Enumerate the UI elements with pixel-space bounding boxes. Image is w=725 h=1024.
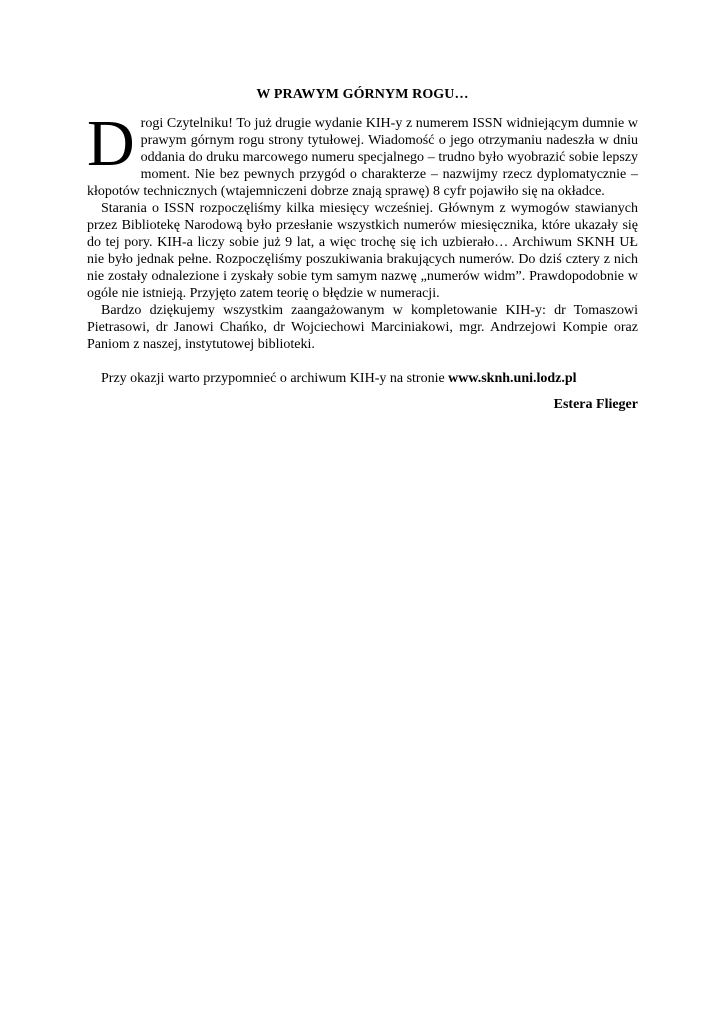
paragraph-issn: Starania o ISSN rozpoczęliśmy kilka miesięcy wcześniej. Głównym z wymogów stawianych przez Bibliotekę Narodową było przesłanie wszystkich numerów miesięcznika, które ukazały się do tej pory. KIH-a liczy sobie już 9 lat, a więc trochę się ich uzbierało… Archiwum SKNH UŁ nie było jednak pełne. Rozpoczęliśmy poszukiwania brakujących numerów. Do dziś cztery z nich nie zostały odnalezione i zyskały sobie tym samym nazwę „numerów widm”. Prawdopodobnie w ogóle nie istnieją. Przyjęto zatem teorię o błędzie w numeracji. bbox=[87, 201, 638, 301]
paragraph-intro bbox=[87, 107, 638, 200]
paragraph-archive bbox=[87, 370, 638, 387]
author-signature: Estera Flieger bbox=[553, 397, 638, 412]
archive-text: Przy okazji warto przypomnieć o archiwum KIH-y na stronie bbox=[101, 371, 449, 386]
drop-cap: D bbox=[87, 107, 135, 180]
paragraph-spacer bbox=[87, 353, 638, 370]
document-page bbox=[87, 86, 638, 413]
article-title: W PRAWYM GÓRNYM ROGU… bbox=[256, 87, 469, 102]
paragraph-intro-text: rogi Czytelniku! To już drugie wydanie KIH-y z numerem ISSN widniejącym dumnie w prawym górnym rogu strony tytułowej. Wiadomość o jego otrzymaniu nadeszła w dniu oddania do druku marcowego numeru specjalnego – trudno było wyobrazić sobie lepszy moment. Nie bez pewnych przygód o charakterze – nazwijmy rzecz dyplomatycznie – kłopotów technicznych (wtajemniczeni dobrze znają sprawę) 8 cyfr pojawiło się na okładce. bbox=[87, 116, 638, 199]
archive-link[interactable]: www.sknh.uni.lodz.pl bbox=[448, 371, 577, 386]
paragraph-thanks: Bardzo dziękujemy wszystkim zaangażowanym w kompletowanie KIH-y: dr Tomaszowi Pietrasowi, dr Janowi Chańko, dr Wojciechowi Marciniakowi, mgr. Andrzejowi Kompie oraz Paniom z naszej, instytutowej biblioteki. bbox=[87, 303, 638, 352]
